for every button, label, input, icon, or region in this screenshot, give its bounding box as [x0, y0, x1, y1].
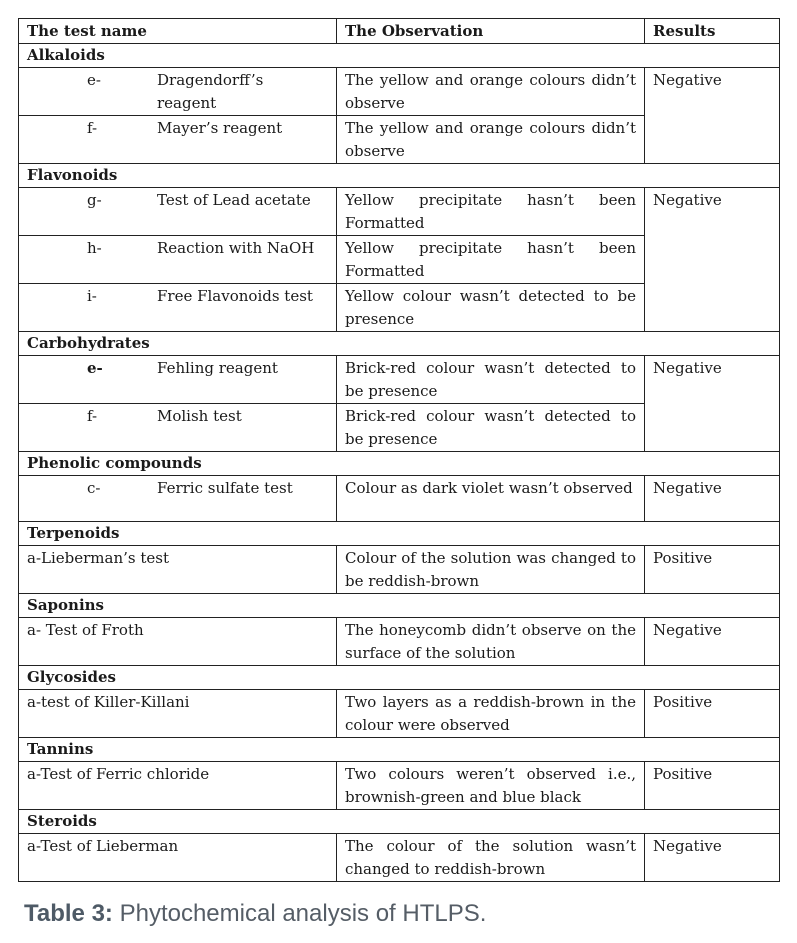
group-row-alkaloids: [19, 44, 780, 68]
group-row-saponins: [19, 594, 780, 618]
group-row-tannins: [19, 738, 780, 762]
header-results: Results: [645, 19, 780, 44]
result-cell: Positive: [645, 762, 780, 810]
caption-label: Table 3:: [24, 900, 113, 927]
table-row: [19, 618, 780, 666]
observation-cell: Colour as dark violet wasn’t observed: [337, 476, 645, 522]
test-name-cell: [19, 68, 337, 116]
result-cell: Positive: [645, 546, 780, 594]
table-row: [19, 546, 780, 594]
test-name-cell: [19, 476, 337, 522]
test-name-cell: [19, 236, 337, 284]
result-cell: Negative: [645, 476, 780, 522]
header-observation: The Observation: [337, 19, 645, 44]
item-letter: f-: [87, 119, 98, 137]
group-row-glycosides: [19, 666, 780, 690]
item-letter: g-: [87, 191, 102, 209]
group-title: Carbohydrates: [19, 332, 780, 356]
group-title: Steroids: [19, 810, 780, 834]
caption-text: Phytochemical analysis of HTLPS.: [112, 900, 487, 927]
observation-cell: The yellow and orange colours didn’t observe: [337, 68, 645, 116]
test-name: Mayer’s reagent: [157, 119, 283, 137]
observation-cell: Two layers as a reddish-brown in the colour were observed: [337, 690, 645, 738]
table-row: [19, 476, 780, 522]
observation-cell: The colour of the solution wasn’t changed to reddish-brown: [337, 834, 645, 882]
result-cell: Positive: [645, 690, 780, 738]
group-title: Terpenoids: [19, 522, 780, 546]
header-row: [19, 19, 780, 44]
observation-cell: The yellow and orange colours didn’t observe: [337, 116, 645, 164]
table-row: [19, 834, 780, 882]
test-name-cell: a- Test of Froth: [19, 618, 337, 666]
test-name-cell: a-Test of Lieberman: [19, 834, 337, 882]
phytochemical-table: [18, 18, 780, 882]
test-name-cell: [19, 188, 337, 236]
table-row: [19, 356, 780, 404]
test-name-cell: a-Lieberman’s test: [19, 546, 337, 594]
test-name: Free Flavonoids test: [157, 287, 313, 305]
test-name-cell: [19, 356, 337, 404]
group-title: Alkaloids: [19, 44, 780, 68]
observation-cell: Colour of the solution was changed to be reddish-brown: [337, 546, 645, 594]
group-row-flavonoids: [19, 164, 780, 188]
item-letter: e-: [87, 359, 103, 377]
item-letter: c-: [87, 479, 101, 497]
item-letter: i-: [87, 287, 97, 305]
test-name: Reaction with NaOH: [157, 239, 315, 257]
result-cell: Negative: [645, 68, 780, 164]
item-letter: f-: [87, 407, 98, 425]
table-row: [19, 762, 780, 810]
group-title: Flavonoids: [19, 164, 780, 188]
observation-cell: Yellow precipitate hasn’t been Formatted: [337, 188, 645, 236]
test-name-cell: a-test of Killer-Killani: [19, 690, 337, 738]
result-cell: Negative: [645, 356, 780, 452]
observation-cell: Two colours weren’t observed i.e., brownish-green and blue black: [337, 762, 645, 810]
group-row-steroids: [19, 810, 780, 834]
test-name-cell: [19, 284, 337, 332]
test-name: Ferric sulfate test: [157, 479, 293, 497]
observation-cell: Brick-red colour wasn’t detected to be presence: [337, 404, 645, 452]
table-row: [19, 690, 780, 738]
group-title: Tannins: [19, 738, 780, 762]
group-row-phenolic: [19, 452, 780, 476]
result-cell: Negative: [645, 834, 780, 882]
test-name-cell: [19, 404, 337, 452]
table-caption: [24, 900, 486, 928]
test-name-cell: [19, 116, 337, 164]
group-row-carbohydrates: [19, 332, 780, 356]
item-letter: h-: [87, 239, 102, 257]
table-row: [19, 68, 780, 116]
result-cell: Negative: [645, 188, 780, 332]
observation-cell: Yellow colour wasn’t detected to be presence: [337, 284, 645, 332]
group-title: Glycosides: [19, 666, 780, 690]
header-test-name: The test name: [19, 19, 337, 44]
test-name-cell: a-Test of Ferric chloride: [19, 762, 337, 810]
observation-cell: Yellow precipitate hasn’t been Formatted: [337, 236, 645, 284]
table-row: [19, 188, 780, 236]
group-row-terpenoids: [19, 522, 780, 546]
result-cell: Negative: [645, 618, 780, 666]
test-name: Molish test: [157, 407, 242, 425]
observation-cell: The honeycomb didn’t observe on the surface of the solution: [337, 618, 645, 666]
test-name: Fehling reagent: [157, 359, 278, 377]
group-title: Phenolic compounds: [19, 452, 780, 476]
group-title: Saponins: [19, 594, 780, 618]
test-name: Test of Lead acetate: [157, 191, 311, 209]
test-name: Dragendorff’s reagent: [157, 71, 264, 112]
item-letter: e-: [87, 71, 101, 89]
observation-cell: Brick-red colour wasn’t detected to be presence: [337, 356, 645, 404]
